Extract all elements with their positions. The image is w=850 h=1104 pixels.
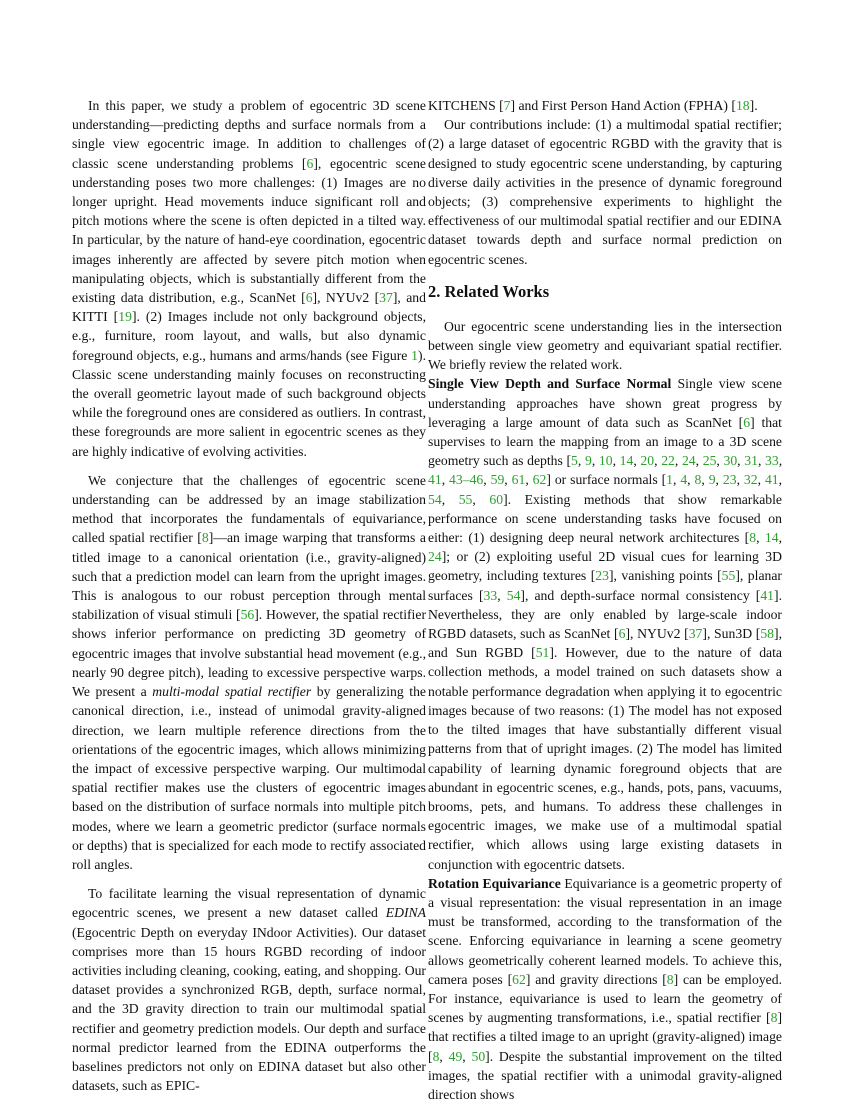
citation-link[interactable]: 41 [428, 472, 442, 488]
intro-paragraph-3-continued: KITCHENS [7] and First Person Hand Action (FPHA) [18]. [428, 98, 758, 113]
citation-link[interactable]: 14 [619, 453, 634, 469]
citation-link[interactable]: 7 [503, 98, 511, 113]
citation-link[interactable]: 8 [666, 971, 674, 987]
citation-link[interactable]: 8 [694, 472, 702, 488]
citation-link[interactable]: 41 [764, 472, 779, 488]
citation-link[interactable]: 30 [723, 453, 738, 469]
emphasized-term: multi-modal spatial rectifier [152, 684, 312, 700]
citation-link[interactable]: 24 [428, 549, 442, 565]
citation-link[interactable]: 18 [735, 98, 750, 113]
citation-link[interactable]: 6 [305, 290, 313, 306]
citation-link[interactable]: 54 [428, 491, 442, 507]
run-in-heading: Single View Depth and Surface Normal [428, 376, 672, 392]
citation-link[interactable]: 41 [760, 587, 775, 603]
citation-link[interactable]: 1 [666, 472, 673, 488]
intro-paragraph-1: In this paper, we study a problem of egocentric 3D scene understanding—predicting depths and surface normals from a single view egocentric image. In addition to challenges of classic scene understanding problems [6], egocentric scene understanding poses two more challenges: (1) Images are no longer upright. Head movements induce significant roll and pitch motions where the scene is often depicted in a tilted way. In particular, by the nature of hand-eye coordination, egocentric images inherently are affected by severe pitch motion when manipulating objects, which is substantially different from the existing data distribution, e.g., ScanNet [6], NYUv2 [37], and KITTI [19]. (2) Images include not only background objects, e.g., furniture, room layout, and walls, but also dynamic foreground objects, e.g., humans and arms/hands (see Figure 1). Classic scene understanding mainly focuses on reconstructing the overall geometric layout made of such background objects while the foreground ones are considered as outliers. In contrast, these foregrounds are more salient in egocentric scenes as they are highly indicative of evolving activities. [72, 98, 427, 459]
citation-link[interactable]: 6 [618, 626, 626, 642]
citation-link[interactable]: 60 [489, 491, 504, 507]
citation-link[interactable]: 62 [512, 971, 526, 987]
left-column [72, 96, 426, 1095]
citation-link[interactable]: 55 [721, 568, 736, 584]
citation-link[interactable]: 10 [598, 453, 613, 469]
emphasized-term: EDINA [385, 905, 426, 921]
citation-link[interactable]: 8 [749, 530, 757, 546]
citation-link[interactable]: 23 [722, 472, 737, 488]
citation-link[interactable]: 61 [511, 472, 526, 488]
intro-paragraph-3: To facilitate learning the visual representation of dynamic egocentric scenes, we present a new dataset called EDINA (Egocentric Depth on everyday INdoor Activities). Our dataset comprises more than 15 hours RGBD recording of indoor activities including cleaning, cooking, eating, and shopping. Our dataset provides a synchronized RGB, depth, surface normal, and the 3D gravity direction to train our multimodal spatial rectifier and geometry prediction models. Our depth and surface normal predictor learned from the EDINA outperforms the baselines predictors not only on EDINA dataset but also other datasets, such as EPIC- [72, 886, 426, 1094]
related-works-intro: Our egocentric scene understanding lies in the intersection between single view geometry and equivariant spatial rectifier. We briefly review the related work. [428, 318, 782, 373]
right-column [428, 96, 782, 1104]
rotation-equivariance-paragraph: Rotation Equivariance Equivariance is a geometric property of a visual representation: the visual representation in an image must be transformed, according to the transformation of the scene. Enforcing equivariance in learning a scene geometry allows geometrically coherent learned models. To achieve this, camera poses [62] and gravity directions [8] can be employed. For instance, equivariance is used to learn the geometry of scenes by augmenting transformations, i.e., spatial rectifier [8] that rectifies a tilted image to an upright (gravity-aligned) image [8, 49, 50]. Despite the substantial improvement on the tilted images, the spatial rectifier with a unimodal gravity-aligned direction shows [428, 875, 783, 1102]
run-in-heading: Rotation Equivariance [428, 875, 561, 891]
citation-link[interactable]: 4 [680, 472, 688, 488]
citation-link[interactable]: 37 [688, 626, 703, 642]
citation-link[interactable]: 50 [471, 1048, 486, 1064]
citation-link[interactable]: 8 [770, 1010, 778, 1026]
citation-link[interactable]: 59 [490, 472, 505, 488]
citation-link[interactable]: 19 [118, 309, 132, 325]
citation-link[interactable]: 14 [764, 530, 779, 546]
citation-link[interactable]: 32 [743, 472, 758, 488]
citation-link[interactable]: 22 [661, 453, 675, 469]
contributions-paragraph: Our contributions include: (1) a multimodal spatial rectifier; (2) a large dataset of egocentric RGBD with the gravity that is designed to study egocentric scene understanding, by capturing diverse daily activities in the presence of dynamic foreground objects; (3) comprehensive experiments to highlight the effectiveness of our multimodal spatial rectifier and our EDINA dataset towards depth and surface normal prediction on egocentric scenes. [428, 117, 782, 267]
citation-link[interactable]: 9 [708, 472, 716, 488]
single-view-depth-paragraph: Single View Depth and Surface Normal Single view scene understanding approaches have shown great progress by leveraging a large amount of data such as ScanNet [6] that supervises to learn the mapping from an image to a 3D scene geometry such as depths [5, 9, 10, 14, 20, 22, 24, 25, 30, 31, 33, 41, 43–46, 59, 61, 62] or surface normals [1, 4, 8, 9, 23, 32, 41, 54, 55, 60]. Existing methods that show remarkable performance on scene understanding tasks have focused on either: (1) designing deep neural network architectures [8, 14, 24]; or (2) exploiting useful 2D visual cues for learning 3D geometry, including textures [23], vanishing points [55], planar surfaces [33, 54], and depth-surface normal consistency [41]. Nevertheless, they are only enabled by large-scale indoor RGBD datasets, such as ScanNet [6], NYUv2 [37], Sun3D [58], and Sun RGBD [51]. However, due to the nature of data collection methods, a model trained on such datasets show a notable performance degradation when applying it to egocentric images because of two reasons: (1) The model has not exposed to the tilted images that have substantially different visual patterns from that of upright images. (2) The model has limited capability of learning dynamic foreground objects that are abundant in egocentric scenes, e.g., hands, pots, pans, vacuums, brooms, pets, and humans. To address these challenges in egocentric images, we make use of a multimodal spatial rectifier, which allows using large existing datasets in conjunction with egocentric datsets. [428, 376, 783, 872]
section-heading-related-works: 2. Related Works [428, 281, 550, 301]
citation-link[interactable]: 54 [506, 587, 521, 603]
intro-paragraph-2: We conjecture that the challenges of egocentric scene understanding can be addressed by an image stabilization method that incorporates the fundamentals of equivariance, called spatial rectifier [8]—an image warping that transforms a titled image to a canonical orientation (i.e., gravity-aligned) such that a prediction model can learn from the upright images. This is analogous to our robust perception through mental stabilization of visual stimuli [56]. However, the spatial rectifier shows inferior performance on predicting 3D geometry of egocentric images that involve substantial head movement (e.g., nearly 90 degree pitch), leading to excessive perspective warps. We present a multi-modal spatial rectifier by generalizing the canonical direction, i.e., instead of unimodal gravity-aligned direction, we learn multiple reference directions from the orientations of the egocentric images, which allows minimizing the impact of excessive perspective warping. Our multimodal spatial rectifier makes use the clusters of egocentric images based on the distribution of surface normals into multiple pitch modes, where we learn a geometric predictor (surface normals or depths) that is specialized for each mode to rectify associated roll angles. [72, 472, 426, 872]
citation-link[interactable]: 8 [432, 1048, 440, 1064]
citation-link[interactable]: 51 [535, 645, 550, 661]
citation-link[interactable]: 1 [411, 347, 419, 363]
citation-link[interactable]: 33 [765, 453, 779, 469]
citation-link[interactable]: 55 [458, 491, 473, 507]
citation-link[interactable]: 62 [532, 472, 547, 488]
citation-link[interactable]: 24 [681, 453, 696, 469]
citation-link[interactable]: 20 [640, 453, 655, 469]
citation-link[interactable]: 43–46 [449, 472, 484, 488]
citation-link[interactable]: 31 [744, 453, 758, 469]
citation-link[interactable]: 49 [448, 1048, 463, 1064]
citation-link[interactable]: 9 [584, 453, 592, 469]
citation-link[interactable]: 8 [201, 530, 209, 546]
citation-link[interactable]: 6 [743, 414, 751, 430]
citation-link[interactable]: 33 [483, 587, 498, 603]
citation-link[interactable]: 25 [702, 453, 717, 469]
citation-link[interactable]: 5 [571, 453, 578, 469]
citation-link[interactable]: 58 [760, 626, 775, 642]
citation-link[interactable]: 6 [306, 155, 314, 171]
citation-link[interactable]: 37 [379, 290, 393, 306]
citation-link[interactable]: 56 [240, 607, 255, 623]
citation-link[interactable]: 23 [595, 568, 609, 584]
